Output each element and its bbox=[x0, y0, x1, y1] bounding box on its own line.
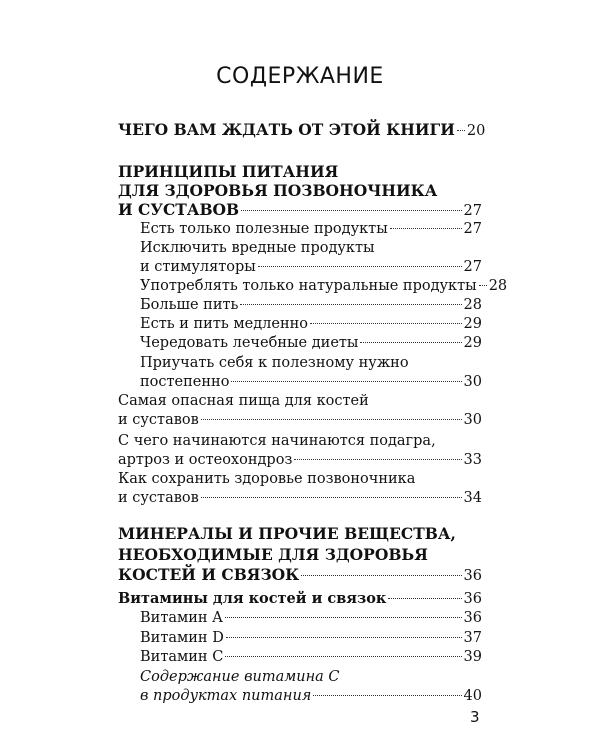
toc-entry-line bbox=[118, 471, 482, 491]
leader-dots bbox=[225, 617, 462, 618]
toc-entry-text: Больше пить bbox=[140, 297, 239, 313]
toc-entry-text: Употреблять только натуральные продукты bbox=[140, 278, 477, 294]
toc-page-number: 36 bbox=[463, 568, 482, 584]
toc-page-number: 27 bbox=[463, 203, 482, 219]
toc-entry-section[interactable] bbox=[118, 120, 486, 140]
toc-page-number: 30 bbox=[463, 374, 482, 390]
toc-entry-text: Чередовать лечебные диеты bbox=[140, 335, 359, 351]
toc-page-number: 27 bbox=[463, 259, 482, 275]
leader-dots bbox=[294, 459, 461, 460]
toc-entry[interactable] bbox=[118, 630, 482, 650]
toc-entry-text: Исключить вредные продукты bbox=[140, 240, 375, 256]
toc-entry-line bbox=[118, 355, 482, 375]
toc-page-number: 39 bbox=[463, 649, 482, 665]
toc-page-number: 37 bbox=[463, 630, 482, 646]
toc-entry[interactable] bbox=[118, 335, 482, 355]
leader-dots bbox=[240, 304, 461, 305]
toc-entry-section[interactable] bbox=[118, 565, 482, 585]
toc-entry-text: и суставов bbox=[118, 490, 199, 506]
toc-page-number: 29 bbox=[463, 316, 482, 332]
toc-entry-text: Как сохранить здоровье позвоночника bbox=[118, 471, 416, 487]
leader-dots bbox=[226, 637, 462, 638]
toc-page-number: 28 bbox=[488, 278, 508, 294]
leader-dots bbox=[313, 695, 461, 696]
toc-entry-line bbox=[118, 433, 482, 453]
toc-page-number: 36 bbox=[463, 610, 482, 626]
toc-entry-text: Есть и пить медленно bbox=[140, 316, 308, 332]
toc-entry[interactable] bbox=[118, 412, 482, 432]
toc-entry-text: ДЛЯ ЗДОРОВЬЯ ПОЗВОНОЧНИКА bbox=[118, 181, 438, 200]
toc-entry-text: и суставов bbox=[118, 412, 199, 428]
toc-entry-text: Витамины для костей и связок bbox=[118, 590, 387, 607]
leader-dots bbox=[390, 228, 462, 229]
toc-entry-text: НЕОБХОДИМЫЕ ДЛЯ ЗДОРОВЬЯ bbox=[118, 545, 428, 564]
toc-entry-text: Приучать себя к полезному нужно bbox=[140, 355, 409, 371]
leader-dots bbox=[310, 323, 462, 324]
toc-page-number: 33 bbox=[463, 452, 482, 468]
toc-entry-heading-line bbox=[118, 545, 482, 565]
toc-entry[interactable] bbox=[118, 316, 482, 336]
toc-entry[interactable] bbox=[118, 688, 482, 708]
leader-dots bbox=[479, 285, 487, 286]
leader-dots bbox=[241, 210, 461, 211]
toc-page-number: 27 bbox=[463, 221, 482, 237]
leader-dots bbox=[231, 381, 461, 382]
toc-entry-text: И СУСТАВОВ bbox=[118, 200, 240, 219]
toc-entry-line bbox=[118, 393, 482, 413]
toc-entry-subsection[interactable] bbox=[118, 590, 482, 610]
toc-page-number: 28 bbox=[463, 297, 482, 313]
toc-entry-text: Содержание витамина C bbox=[140, 669, 340, 685]
toc-entry-section[interactable] bbox=[118, 200, 482, 220]
toc-entry-line bbox=[118, 240, 482, 260]
toc-entry-text: в продуктах питания bbox=[140, 688, 312, 704]
toc-entry-text: Витамин D bbox=[140, 630, 224, 646]
leader-dots bbox=[201, 419, 462, 420]
toc-entry-heading-line bbox=[118, 181, 482, 201]
leader-dots bbox=[360, 342, 461, 343]
toc-entry-heading-line bbox=[118, 162, 482, 182]
toc-entry[interactable] bbox=[118, 490, 482, 510]
toc-entry[interactable] bbox=[118, 259, 482, 279]
toc-entry-text: Витамин C bbox=[140, 649, 224, 665]
toc-entry-text: Самая опасная пища для костей bbox=[118, 393, 369, 409]
page-folio-number: 3 bbox=[470, 708, 480, 726]
toc-page-number: 30 bbox=[463, 412, 482, 428]
leader-dots bbox=[201, 497, 462, 498]
leader-dots bbox=[225, 656, 461, 657]
toc-entry-text: ПРИНЦИПЫ ПИТАНИЯ bbox=[118, 162, 339, 181]
toc-entry-heading-line bbox=[118, 524, 482, 544]
toc-entry[interactable] bbox=[118, 221, 482, 241]
toc-entry[interactable] bbox=[118, 649, 482, 669]
toc-entry-text: ЧЕГО ВАМ ЖДАТЬ ОТ ЭТОЙ КНИГИ bbox=[118, 120, 455, 139]
leader-dots bbox=[388, 598, 461, 599]
page-title: СОДЕРЖАНИЕ bbox=[216, 64, 384, 89]
toc-page-number: 34 bbox=[463, 490, 482, 506]
leader-dots bbox=[258, 266, 462, 267]
toc-entry-line bbox=[118, 669, 482, 689]
toc-entry-text: Витамин A bbox=[140, 610, 223, 626]
toc-page-number: 20 bbox=[466, 123, 486, 139]
toc-page-number: 36 bbox=[463, 591, 482, 607]
leader-dots bbox=[301, 575, 461, 576]
toc-entry[interactable] bbox=[118, 374, 482, 394]
leader-dots bbox=[457, 130, 465, 131]
toc-entry-text: и стимуляторы bbox=[140, 259, 256, 275]
toc-entry-text: С чего начинаются начинаются подагра, bbox=[118, 433, 436, 449]
toc-entry[interactable] bbox=[118, 610, 482, 630]
toc-page-number: 29 bbox=[463, 335, 482, 351]
toc-entry[interactable] bbox=[118, 278, 508, 298]
toc-entry-text: КОСТЕЙ И СВЯЗОК bbox=[118, 565, 300, 584]
toc-entry[interactable] bbox=[118, 452, 482, 472]
toc-entry-text: Есть только полезные продукты bbox=[140, 221, 388, 237]
toc-entry-text: постепенно bbox=[140, 374, 230, 390]
toc-entry[interactable] bbox=[118, 297, 482, 317]
toc-entry-text: МИНЕРАЛЫ И ПРОЧИЕ ВЕЩЕСТВА, bbox=[118, 524, 456, 543]
toc-entry-text: артроз и остеохондроз bbox=[118, 452, 293, 468]
toc-page-number: 40 bbox=[463, 688, 482, 704]
